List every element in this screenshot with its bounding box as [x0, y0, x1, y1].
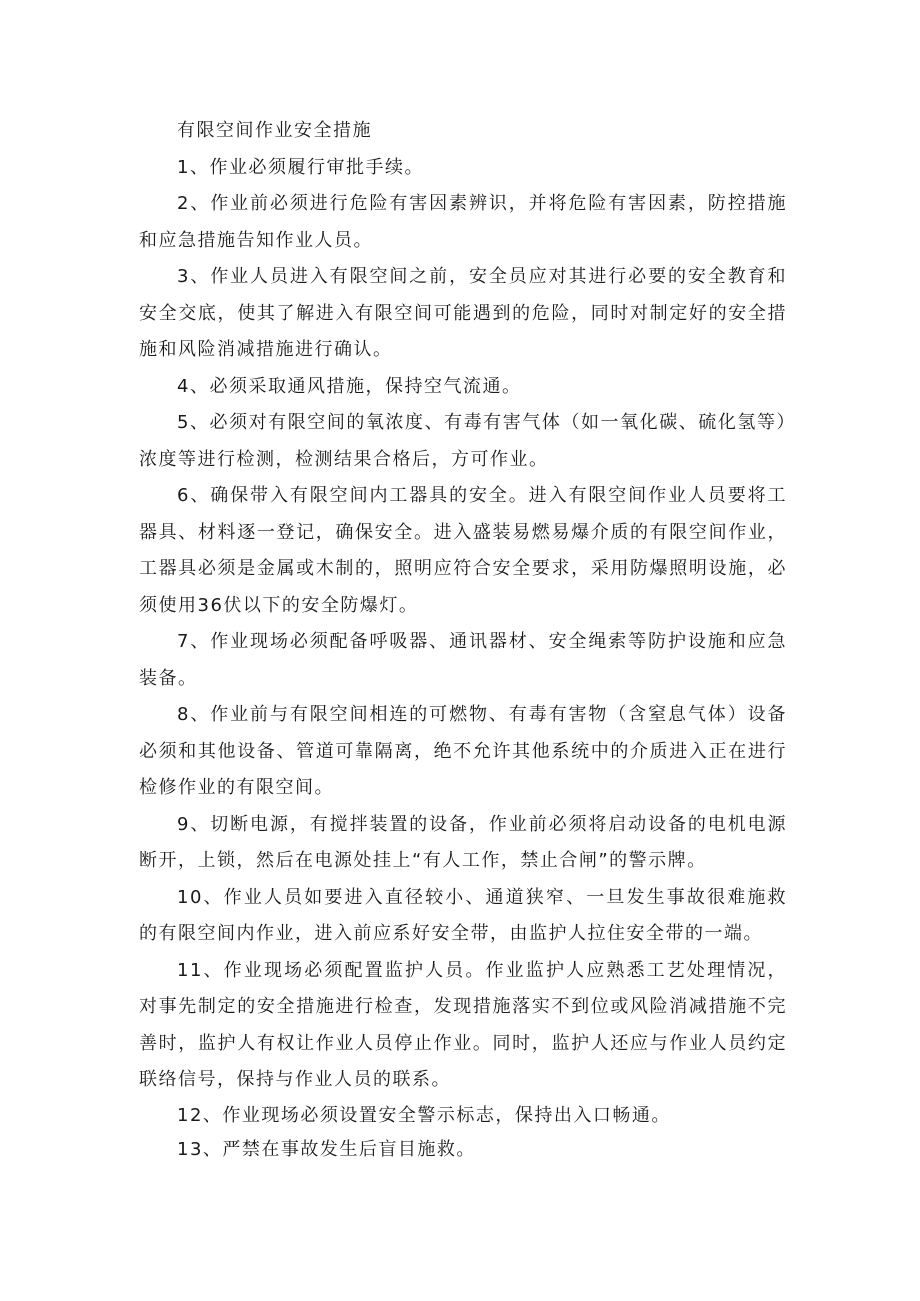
paragraph-10: 10、作业人员如要进入直径较小、通道狭窄、一旦发生事故很难施救的有限空间内作业，进入前应系好安全带，由监护人拉住安全带的一端。 [139, 886, 787, 944]
paragraph-5: 5、必须对有限空间的氧浓度、有毒有害气体（如一氧化碳、硫化氢等）浓度等进行检测，检测结果合格后，方可作业。 [139, 412, 787, 470]
paragraph-4: 4、必须采取通风措施，保持空气流通。 [177, 375, 522, 397]
paragraph-8: 8、作业前与有限空间相连的可燃物、有毒有害物（含窒息气体）设备必须和其他设备、管道可靠隔离，绝不允许其他系统中的介质进入正在进行检修作业的有限空间。 [139, 704, 787, 798]
paragraph-13: 13、严禁在事故发生后盲目施救。 [177, 1138, 476, 1160]
paragraph-12: 12、作业现场必须设置安全警示标志，保持出入口畅通。 [177, 1104, 671, 1126]
paragraph-9: 9、切断电源，有搅拌装置的设备，作业前必须将启动设备的电机电源断开，上锁，然后在电源处挂上“有人工作，禁止合闸”的警示牌。 [139, 813, 787, 871]
document-body [139, 113, 787, 1167]
paragraph-3: 3、作业人员进入有限空间之前，安全员应对其进行必要的安全教育和安全交底，使其了解进入有限空间可能遇到的危险，同时对制定好的安全措施和风险消减措施进行确认。 [139, 266, 787, 360]
document-title: 有限空间作业安全措施 [177, 120, 372, 141]
paragraph-2: 2、作业前必须进行危险有害因素辨识，并将危险有害因素，防控措施和应急措施告知作业人员。 [139, 193, 787, 251]
paragraph-11: 11、作业现场必须配置监护人员。作业监护人应熟悉工艺处理情况，对事先制定的安全措施进行检查，发现措施落实不到位或风险消减措施不完善时，监护人有权让作业人员停止作业。同时，监护人还应与作业人员约定联络信号，保持与作业人员的联系。 [139, 959, 787, 1090]
paragraph-1: 1、作业必须履行审批手续。 [177, 156, 424, 178]
paragraph-6: 6、确保带入有限空间内工器具的安全。进入有限空间作业人员要将工器具、材料逐一登记，确保安全。进入盛装易燃易爆介质的有限空间作业，工器具必须是金属或木制的，照明应符合安全要求，采用防爆照明设施，必须使用36伏以下的安全防爆灯。 [139, 485, 787, 616]
paragraph-7: 7、作业现场必须配备呼吸器、通讯器材、安全绳索等防护设施和应急装备。 [139, 631, 787, 689]
